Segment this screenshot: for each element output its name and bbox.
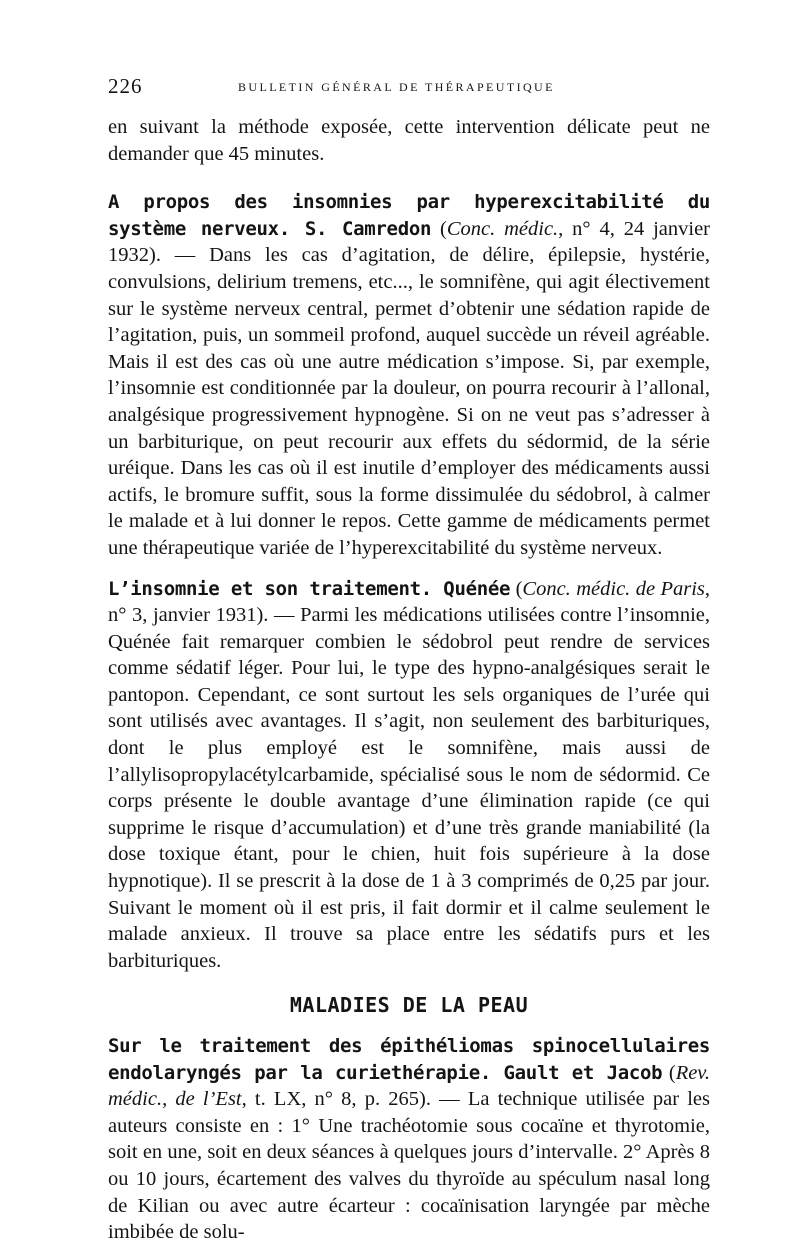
section-heading: MALADIES DE LA PEAU [289,993,529,1018]
article-gault [108,1033,710,1246]
article-camredon [108,189,710,561]
article-title: L’insomnie et son traitement. Quénée [108,577,511,600]
article-body: — Dans les cas d’agitation, de délire, épilepsie, hystérie, convulsions, delirium tremens, etc..., le somnifène, qui agit électivement sur le système nerveux central, permet d’obtenir une sédation rapide de l’agitation, puis, un sommeil profond, auquel succède un réveil agréable. Mais il est des cas où une autre médication s’impose. Si, par exemple, l’insomnie est conditionnée par la douleur, on pourra recourir à l’allonal, analgésique progressivement hypnogène. Si on ne veut pas s’adresser à un barbiturique, on peut recourir aux effets du sédormid, de la série uréique. Dans les cas où il est inutile d’employer des médicaments aussi actifs, le bromure suffit, sous la forme dissimulée du sédobrol, à calmer le malade et à lui donner le repos. Cette gamme de médicaments permet une thérapeutique variée de l’hyperexcitabilité du système nerveux. [108,244,710,559]
citation-open: ( [662,1061,676,1084]
page-header [108,74,710,100]
citation-details: , n° 3, janvier 1931). [108,577,711,627]
article-body: — Parmi les médications utilisées contre l’insomnie, Quénée fait remarquer combien le sédobrol peut rendre de services comme sédatif léger. Pour lui, le type des hypno-analgésiques serait le pantopon. Cependant, ce sont surtout les sels organiques de l’urée qui sont utilisés avec avantages. Il s’agit, non seulement des barbituriques, dont le plus employé est le somnifène, mais aussi de l’allylisopropylacétylcarbamide, spécialisé sous le nom de sédormid. Ce corps présente le double avantage d’une élimination rapide (ce qui supprime le risque d’accumulation) et d’une très grande maniabilité (la dose toxique étant, pour le chien, huit fois supérieure à la dose hypnotique). Il se prescrit à la dose de 1 à 3 comprimés de 0,25 par jour. Suivant le moment où il est pris, il fait dormir et il calme seulement le malade anxieux. Il trouve sa place entre les sédatifs purs et les barbituriques. [108,604,710,972]
citation-open: ( [510,577,523,600]
citation-journal: Conc. médic. de Paris [522,577,705,600]
intro-paragraph: en suivant la méthode exposée, cette intervention délicate peut ne demander que 45 minutes. [108,116,710,165]
citation-open: ( [431,217,447,240]
article-body: — La technique utilisée par les auteurs consiste en : 1° Une trachéotomie sous cocaïne et thyrotomie, soit en une, soit en deux séances à quelques jours d’intervalle. 2° Après 8 ou 10 jours, écartement des valves du thyroïde au spéculum nasal long de Kilian ou avec autre écarteur : cocaïnisation laryngée par mèche imbibée de solu- [108,1088,711,1244]
citation-journal: Rev. médic., de l’Est [108,1061,711,1111]
body-text [108,114,710,1246]
article-title: Sur le traitement des épithéliomas spinocellulaires endolaryngés par la curiethérapie. Gault et Jacob [108,1035,710,1084]
article-quenee [108,576,710,975]
citation-details: , n° 4, 24 janvier 1932). [108,217,710,267]
page-number: 226 [108,74,143,98]
running-title: BULLETIN GÉNÉRAL DE THÉRAPEUTIQUE [238,80,555,94]
citation-details: , t. LX, n° 8, p. 265). [241,1088,431,1111]
citation-journal: Conc. médic. [446,217,559,240]
article-title: A propos des insomnies par hyperexcitabilité du système nerveux. S. Camredon [108,191,710,240]
